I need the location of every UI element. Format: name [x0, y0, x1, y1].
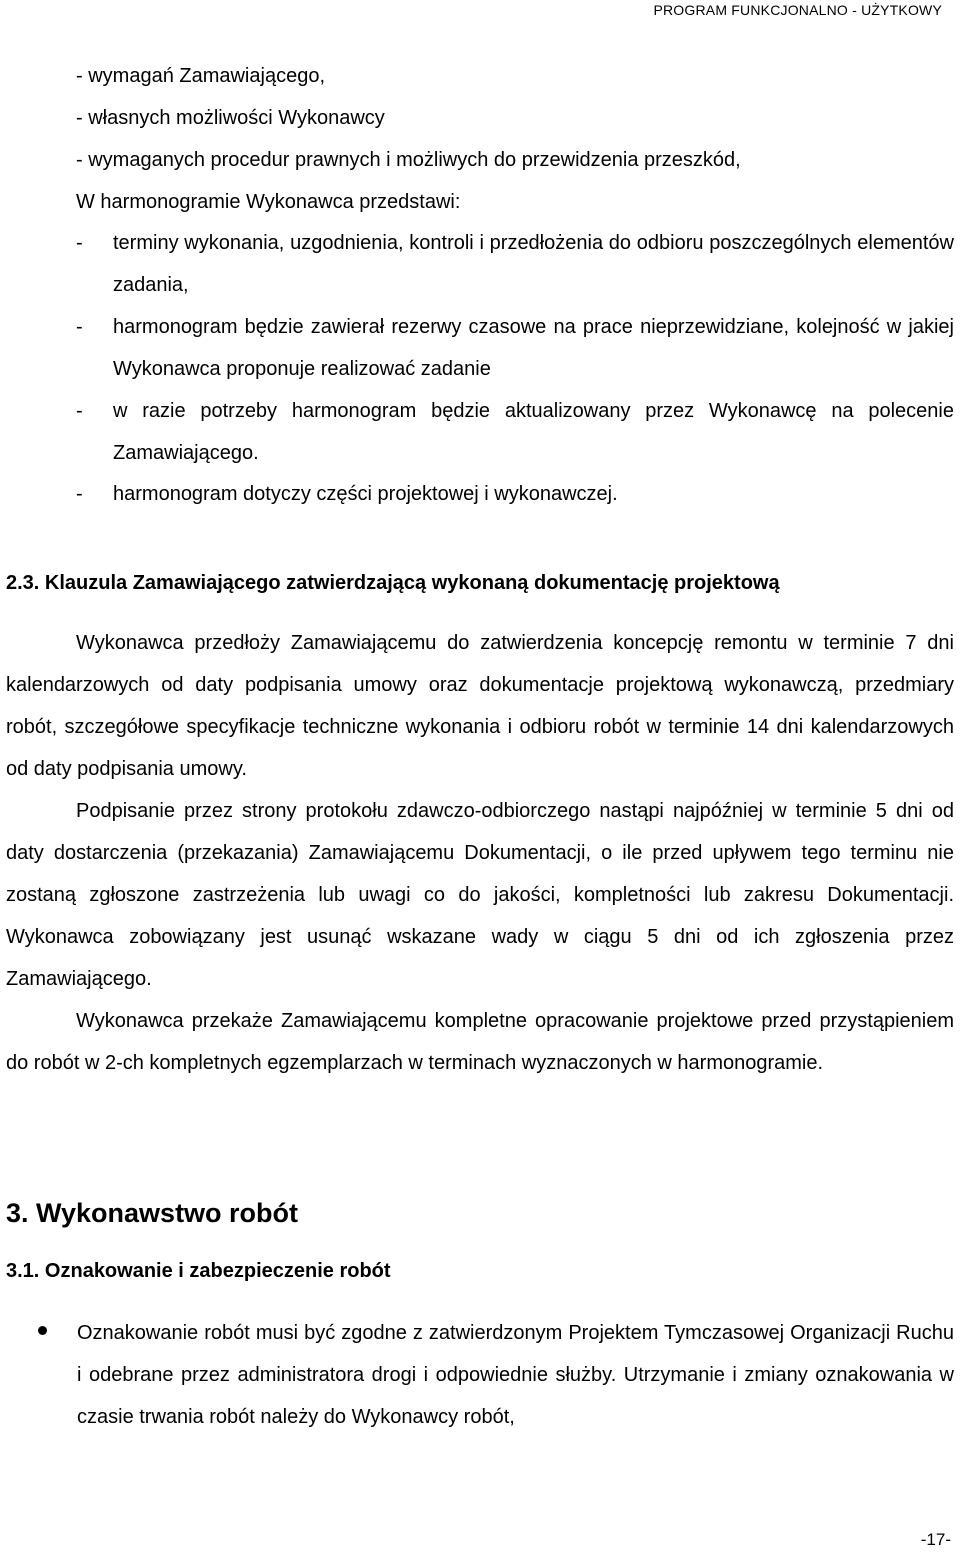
- dash-marker: -: [76, 483, 83, 506]
- paragraph: Podpisanie przez strony protokołu zdawczo-odbiorczego nastąpi najpóźniej w terminie 5 dni od daty dostarczenia (przekazania) Zamawiającemu Dokumentacji, o ile przed upływem tego terminu nie zostaną zgłoszone zastrzeżenia lub uwagi co do jakości, kompletności lub zakresu Dokumentacji. Wykonawca zobowiązany jest usunąć wskazane wady w ciągu 5 dni od ich zgłoszenia przez Zamawiającego.: [6, 800, 954, 990]
- section-heading-3-1: 3.1. Oznakowanie i zabezpieczenie robót: [6, 1260, 391, 1282]
- requirement-line: - wymagań Zamawiającego,: [76, 65, 325, 87]
- paragraph: Wykonawca przekaże Zamawiającemu kompletne opracowanie projektowe przed przystąpieniem do robót w 2-ch kompletnych egzemplarzach w terminach wyznaczonych w harmonogramie.: [6, 1010, 954, 1074]
- page-number: -17-: [920, 1530, 951, 1549]
- schedule-item-text: harmonogram dotyczy części projektowej i wykonawczej.: [113, 483, 618, 506]
- page-header-title: PROGRAM FUNKCJONALNO - UŻYTKOWY: [653, 2, 942, 18]
- requirements-list: [76, 56, 954, 224]
- schedule-intro: W harmonogramie Wykonawca przedstawi:: [76, 190, 461, 213]
- section-3-1-list: [38, 1312, 954, 1438]
- section-2-3-body: [6, 622, 954, 1084]
- dash-marker: -: [76, 315, 83, 338]
- schedule-item: [76, 474, 954, 516]
- schedule-item: [76, 223, 954, 307]
- dash-marker: -: [76, 399, 83, 422]
- schedule-items-list: [76, 223, 954, 516]
- schedule-item-text: terminy wykonania, uzgodnienia, kontroli i przedłożenia do odbioru poszczególnych elementów zadania,: [113, 232, 954, 296]
- schedule-item-text: harmonogram będzie zawierał rezerwy czasowe na prace nieprzewidziane, kolejność w jakiej Wykonawca proponuje realizować zadanie: [113, 315, 954, 380]
- list-item-text: Oznakowanie robót musi być zgodne z zatwierdzonym Projektem Tymczasowej Organizacji Ruchu i odebrane przez administratora drogi i odpowiednie służby. Utrzymanie i zmiany oznakowania w czasie trwania robót należy do Wykonawcy robót,: [77, 1322, 954, 1428]
- dash-marker: -: [76, 232, 83, 254]
- paragraph: Wykonawca przedłoży Zamawiającemu do zatwierdzenia koncepcję remontu w terminie 7 dni kalendarzowych od daty podpisania umowy oraz dokumentacje projektową wykonawczą, przedmiary robót, szczegółowe specyfikacje techniczne wykonania i odbioru robót w terminie 14 dni kalendarzowych od daty podpisania umowy.: [6, 632, 954, 780]
- schedule-item: [76, 307, 954, 391]
- schedule-item: [76, 391, 954, 475]
- requirement-line: - własnych możliwości Wykonawcy: [76, 106, 385, 129]
- section-heading-2-3: 2.3. Klauzula Zamawiającego zatwierdzającą wykonaną dokumentację projektową: [6, 572, 780, 594]
- section-heading-3: 3. Wykonawstwo robót: [6, 1198, 299, 1228]
- bullet-dot-icon: [38, 1326, 47, 1335]
- requirement-line: - wymaganych procedur prawnych i możliwych do przewidzenia przeszkód,: [76, 148, 741, 171]
- list-item: [38, 1312, 954, 1438]
- schedule-item-text: w razie potrzeby harmonogram będzie aktualizowany przez Wykonawcę na polecenie Zamawiającego.: [113, 399, 954, 464]
